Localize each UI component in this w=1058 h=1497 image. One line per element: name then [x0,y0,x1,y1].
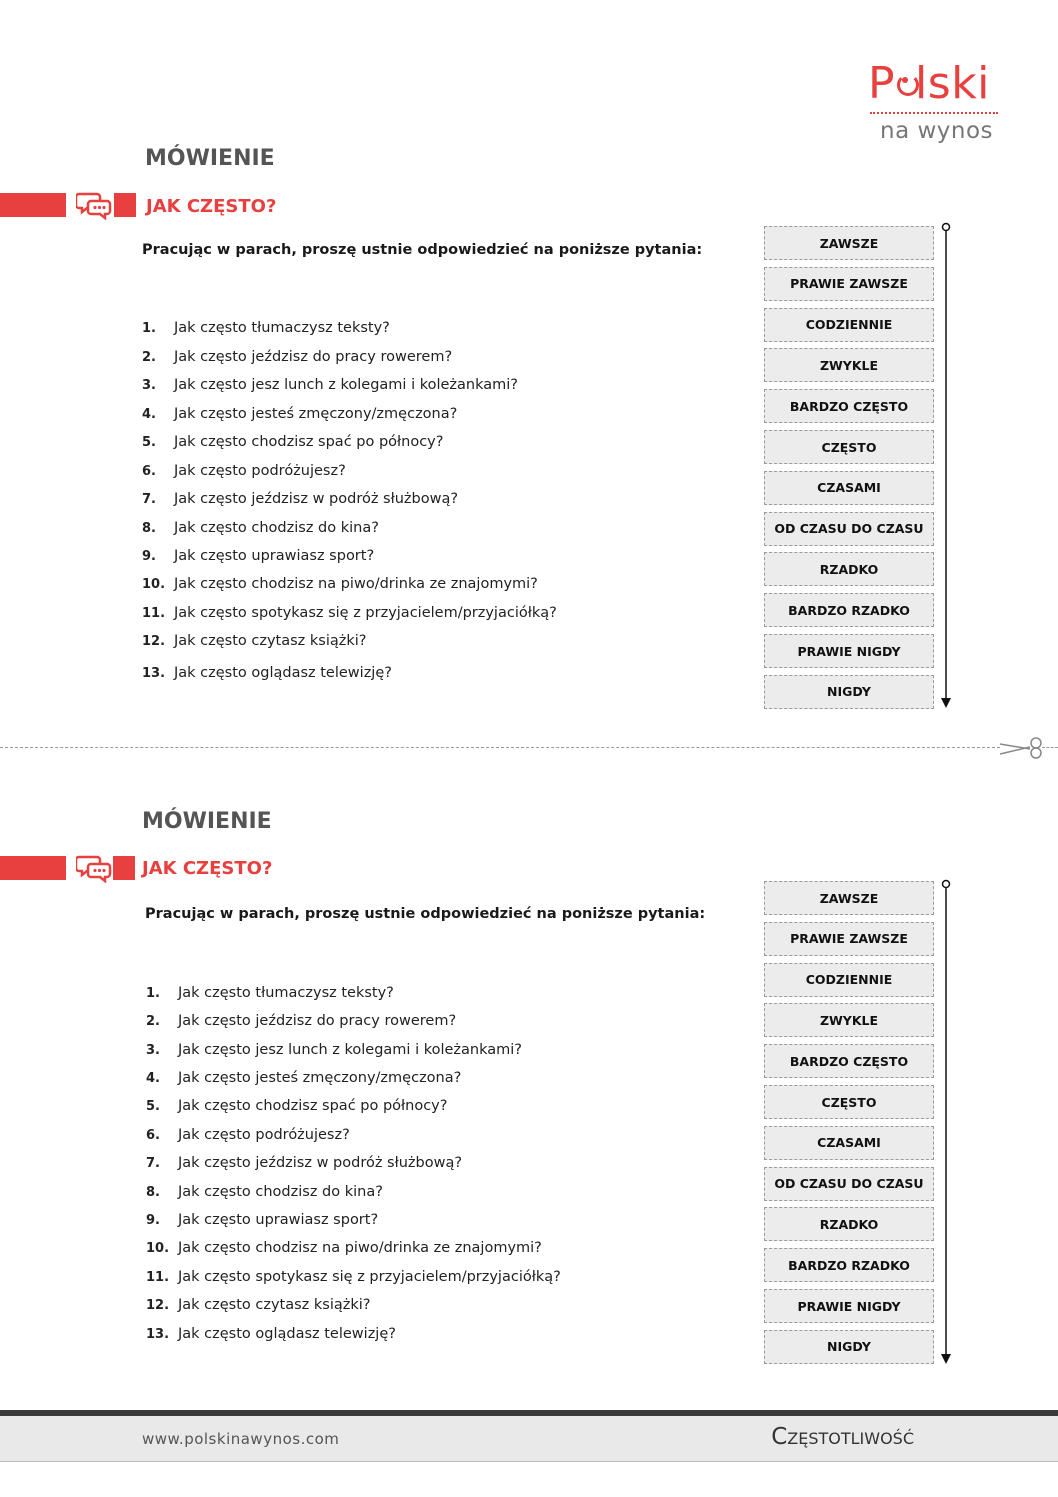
scale-item: BARDZO RZADKO [764,1248,934,1282]
scale-item: CZĘSTO [764,430,934,464]
question-item [142,320,390,336]
question-text: Jak często chodzisz na piwo/drinka ze znajomymi? [178,1240,542,1256]
accent-bar [0,193,66,217]
section-subtitle: JAK CZĘSTO? [142,858,273,879]
question-number: 2. [146,1014,160,1029]
scale-item: BARDZO CZĘSTO [764,389,934,423]
arrow-down-icon [936,878,956,1368]
question-text: Jak często jeździsz w podróż służbową? [174,491,459,507]
question-item [146,1240,542,1256]
question-item [142,377,518,393]
logo-tagline: na wynos [880,118,994,144]
question-number: 10. [146,1241,170,1256]
question-text: Jak często chodzisz do kina? [178,1184,383,1200]
logo-wordmark: P lski [868,58,990,109]
scale-item: PRAWIE NIGDY [764,634,934,668]
scale-item: OD CZASU DO CZASU [764,1167,934,1201]
scale-item: OD CZASU DO CZASU [764,512,934,546]
question-item [142,434,443,450]
question-text: Jak często tłumaczysz teksty? [178,985,394,1001]
scale-item: ZAWSZE [764,226,934,260]
question-item [142,633,367,649]
question-text: Jak często jesteś zmęczony/zmęczona? [174,406,458,422]
question-item [142,463,346,479]
question-text: Jak często uprawiasz sport? [174,548,375,564]
question-item [146,1212,378,1228]
question-text: Jak często jeździsz do pracy rowerem? [174,349,453,365]
question-item [146,1184,383,1200]
question-item [146,1297,371,1313]
question-number: 10. [142,577,166,592]
question-number: 11. [142,606,166,621]
question-item [142,349,452,365]
question-number: 3. [142,378,156,393]
scale-item: PRAWIE ZAWSZE [764,267,934,301]
scale-item: ZAWSZE [764,881,934,915]
question-number: 1. [146,986,160,1001]
question-text: Jak często oglądasz telewizję? [174,665,392,681]
scale-item: NIGDY [764,1330,934,1364]
speech-bubbles-icon [76,190,112,220]
question-item [142,548,374,564]
scale-item: CODZIENNIE [764,308,934,342]
question-text: Jak często czytasz książki? [174,633,367,649]
accent-square [113,856,135,880]
question-number: 6. [146,1128,160,1143]
question-text: Jak często jesteś zmęczony/zmęczona? [178,1070,462,1086]
cut-line-end [1042,747,1058,748]
question-number: 7. [142,492,156,507]
scale-item: CZASAMI [764,1126,934,1160]
question-number: 5. [146,1099,160,1114]
cut-line [0,747,1000,748]
footer-topic: Częstotliwość [771,1424,914,1450]
scale-item: PRAWIE NIGDY [764,1289,934,1323]
question-text: Jak często podróżujesz? [178,1127,350,1143]
question-number: 2. [142,350,156,365]
scale-item: CZASAMI [764,471,934,505]
question-text: Jak często czytasz książki? [178,1297,371,1313]
question-number: 13. [146,1327,170,1342]
question-text: Jak często jeździsz do pracy rowerem? [178,1013,457,1029]
question-number: 12. [146,1298,170,1313]
question-text: Jak często podróżujesz? [174,463,346,479]
question-text: Jak często uprawiasz sport? [178,1212,379,1228]
scale-item: ZWYKLE [764,1003,934,1037]
instruction-text: Pracując w parach, proszę ustnie odpowiedzieć na poniższe pytania: [142,242,703,258]
question-text: Jak często chodzisz spać po północy? [178,1098,448,1114]
question-number: 8. [146,1185,160,1200]
arrow-down-icon [936,222,956,712]
scale-item: PRAWIE ZAWSZE [764,922,934,956]
logo-smile-icon [895,68,915,98]
question-number: 5. [142,435,156,450]
question-number: 7. [146,1156,160,1171]
question-number: 6. [142,464,156,479]
question-text: Jak często spotykasz się z przyjacielem/przyjaciółką? [178,1269,561,1285]
section-title: MÓWIENIE [145,146,275,171]
footer-url[interactable]: www.polskinawynos.com [142,1430,340,1448]
question-text: Jak często jesz lunch z kolegami i koleżankami? [178,1042,522,1058]
question-item [146,1127,350,1143]
question-number: 12. [142,634,166,649]
question-text: Jak często chodzisz na piwo/drinka ze znajomymi? [174,576,538,592]
question-text: Jak często tłumaczysz teksty? [174,320,390,336]
accent-square [114,193,136,217]
question-number: 11. [146,1270,170,1285]
question-item [142,520,379,536]
instruction-text: Pracując w parach, proszę ustnie odpowiedzieć na poniższe pytania: [145,906,706,922]
question-number: 3. [146,1043,160,1058]
question-item [142,576,538,592]
section-subtitle: JAK CZĘSTO? [146,196,277,217]
question-item [146,1326,396,1342]
question-item [146,1155,462,1171]
question-item [142,406,457,422]
accent-bar [0,856,66,880]
question-number: 13. [142,666,166,681]
question-item [142,665,392,681]
scale-item: CZĘSTO [764,1085,934,1119]
section-title: MÓWIENIE [142,809,272,834]
speech-bubbles-icon [76,853,112,883]
scale-item: NIGDY [764,675,934,709]
question-item [146,1269,561,1285]
question-text: Jak często jesz lunch z kolegami i koleżankami? [174,377,518,393]
scale-item: CODZIENNIE [764,963,934,997]
question-number: 8. [142,521,156,536]
scale-item: BARDZO CZĘSTO [764,1044,934,1078]
question-text: Jak często chodzisz do kina? [174,520,379,536]
question-item [146,985,394,1001]
brand-logo [868,58,1000,150]
question-number: 4. [146,1071,160,1086]
question-item [142,491,458,507]
question-text: Jak często spotykasz się z przyjacielem/przyjaciółką? [174,605,557,621]
question-item [146,1042,522,1058]
scale-item: ZWYKLE [764,348,934,382]
scale-item: RZADKO [764,1207,934,1241]
question-number: 9. [142,549,156,564]
scale-item: BARDZO RZADKO [764,593,934,627]
question-item [142,605,557,621]
page-footer [0,1416,1058,1462]
question-text: Jak często oglądasz telewizję? [178,1326,396,1342]
scale-item: RZADKO [764,552,934,586]
question-item [146,1098,447,1114]
logo-divider [870,112,998,114]
question-item [146,1013,456,1029]
question-number: 1. [142,321,156,336]
question-number: 9. [146,1213,160,1228]
question-text: Jak często jeździsz w podróż służbową? [178,1155,463,1171]
scissors-icon [996,736,1046,760]
question-number: 4. [142,407,156,422]
question-text: Jak często chodzisz spać po północy? [174,434,444,450]
question-item [146,1070,461,1086]
